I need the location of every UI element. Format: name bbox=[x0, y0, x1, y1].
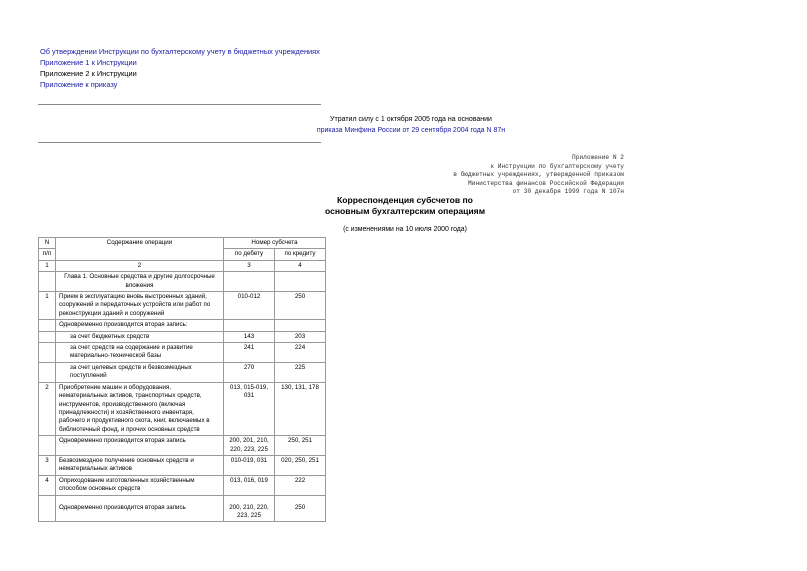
operation-text: Одновременно производится вторая запись bbox=[56, 495, 224, 522]
row-number bbox=[39, 362, 56, 382]
table-cell bbox=[275, 272, 326, 292]
document-subtitle: (с изменениями на 10 июля 2000 года) bbox=[343, 226, 467, 233]
row-number: 1 bbox=[39, 292, 56, 320]
debit-value: 241 bbox=[224, 343, 275, 363]
operation-text: Одновременно производится вторая запись: bbox=[56, 320, 224, 331]
annex-line: в бюджетных учреждениях, утвержденной приказом bbox=[453, 171, 624, 179]
header-content: Содержание операции bbox=[56, 238, 224, 261]
row-number bbox=[39, 436, 56, 456]
operation-text: за счет бюджетных средств bbox=[56, 331, 224, 342]
credit-value: 225 bbox=[275, 362, 326, 382]
table-row bbox=[39, 382, 326, 435]
table-row bbox=[39, 320, 326, 331]
debit-value: 010-012 bbox=[224, 292, 275, 320]
header-num-2: п/п bbox=[39, 249, 56, 260]
credit-value: 130, 131, 178 bbox=[275, 382, 326, 435]
document-links bbox=[40, 46, 320, 90]
row-number: 4 bbox=[39, 475, 56, 495]
credit-value bbox=[275, 320, 326, 331]
row-number bbox=[39, 495, 56, 522]
row-number: 2 bbox=[39, 382, 56, 435]
table-cell bbox=[224, 272, 275, 292]
credit-value: 020, 250, 251 bbox=[275, 455, 326, 475]
annex-line: Приложение N 2 bbox=[572, 154, 624, 161]
operation-text: Безвозмездное получение основных средств и нематериальных активов bbox=[56, 455, 224, 475]
correspondence-table bbox=[38, 237, 326, 522]
debit-value bbox=[224, 320, 275, 331]
credit-value: 250 bbox=[275, 292, 326, 320]
link-appendix-1[interactable]: Приложение 1 к Инструкции bbox=[40, 58, 137, 67]
table-row bbox=[39, 475, 326, 495]
debit-value: 010-019, 031 bbox=[224, 455, 275, 475]
operation-text: Прием в эксплуатацию вновь выстроенных зданий, сооружений и передаточных устройств или работ по реконструкции зданий и сооружений bbox=[56, 292, 224, 320]
document-title bbox=[250, 195, 560, 217]
operation-text: Одновременно производится вторая запись bbox=[56, 436, 224, 456]
column-number: 2 bbox=[56, 260, 224, 271]
credit-value: 224 bbox=[275, 343, 326, 363]
link-order[interactable]: Об утверждении Инструкции по бухгалтерскому учету в бюджетных учреждениях bbox=[40, 47, 320, 56]
credit-value: 250, 251 bbox=[275, 436, 326, 456]
column-number: 3 bbox=[224, 260, 275, 271]
column-number: 1 bbox=[39, 260, 56, 271]
column-number: 4 bbox=[275, 260, 326, 271]
repeal-text: Утратил силу с 1 октября 2005 года на основании bbox=[330, 116, 492, 123]
annex-line: к Инструкции по бухгалтерскому учету bbox=[490, 162, 624, 170]
debit-value: 143 bbox=[224, 331, 275, 342]
divider-bottom bbox=[38, 142, 321, 143]
debit-value: 200, 201, 210, 220, 223, 225 bbox=[224, 436, 275, 456]
row-number bbox=[39, 320, 56, 331]
link-appendix-2: Приложение 2 к Инструкции bbox=[40, 69, 137, 78]
operation-text: Оприходование изготовленных хозяйственным способом основных средств bbox=[56, 475, 224, 495]
operation-text: за счет целевых средств и безвозмездных поступлений bbox=[56, 362, 224, 382]
header-num: N bbox=[39, 238, 56, 249]
operation-text: за счет средств на содержание и развитие материально-технической базы bbox=[56, 343, 224, 363]
chapter-heading: Глава 1. Основные средства и другие долгосрочные вложения bbox=[56, 272, 224, 292]
row-number bbox=[39, 331, 56, 342]
operation-text: Приобретение машин и оборудования, нематериальных активов, транспортных средств, инструментов, производственного (включая принадлежности) и хозяйственного инвентаря, рабочего и продуктивного скота, книг, включаемых в библиотечный фонд, и прочих основных средств bbox=[56, 382, 224, 435]
debit-value: 013, 015-019, 031 bbox=[224, 382, 275, 435]
divider-top bbox=[38, 104, 321, 105]
repeal-order-link[interactable]: приказа Минфина России от 29 сентября 2004 года N 87н bbox=[316, 127, 506, 134]
table-cell bbox=[39, 272, 56, 292]
annex-line: Министерства финансов Российской Федерации bbox=[468, 179, 624, 187]
debit-value: 270 bbox=[224, 362, 275, 382]
row-number: 3 bbox=[39, 455, 56, 475]
table-row bbox=[39, 436, 326, 456]
table-row bbox=[39, 362, 326, 382]
table-row bbox=[39, 495, 326, 522]
table-row bbox=[39, 331, 326, 342]
annex-header bbox=[364, 154, 624, 197]
table-row bbox=[39, 343, 326, 363]
debit-value: 200, 210, 220, 223, 225 bbox=[224, 495, 275, 522]
link-order-appendix[interactable]: Приложение к приказу bbox=[40, 80, 118, 89]
header-debit: по дебету bbox=[224, 249, 275, 260]
header-credit: по кредиту bbox=[275, 249, 326, 260]
row-number bbox=[39, 343, 56, 363]
credit-value: 203 bbox=[275, 331, 326, 342]
title-line-2: основным бухгалтерским операциям bbox=[324, 206, 486, 216]
debit-value: 013, 016, 019 bbox=[224, 475, 275, 495]
title-line-1: Корреспонденция субсчетов по bbox=[337, 195, 473, 205]
repeal-notice bbox=[40, 114, 782, 136]
credit-value: 222 bbox=[275, 475, 326, 495]
table-row bbox=[39, 455, 326, 475]
annex-line: от 30 декабря 1999 года N 107н bbox=[512, 188, 624, 196]
credit-value: 250 bbox=[275, 495, 326, 522]
table-row bbox=[39, 292, 326, 320]
header-subaccount: Номер субсчета bbox=[224, 238, 326, 249]
